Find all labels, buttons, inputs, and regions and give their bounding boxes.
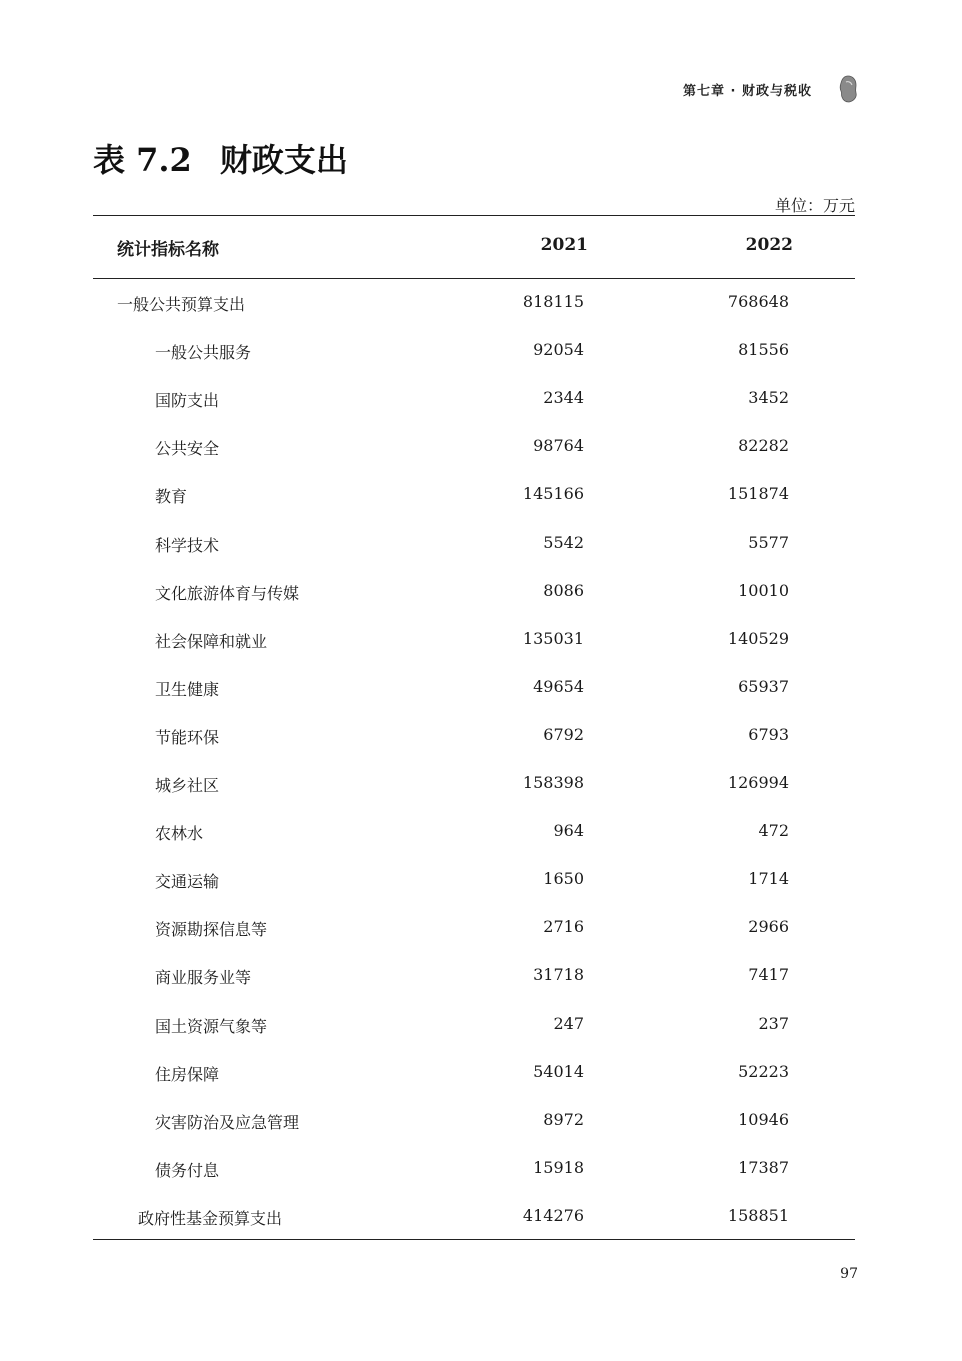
row-indicator-name: 资源勘探信息等 [155, 920, 268, 940]
row-value-2021: 8972 [543, 1109, 584, 1129]
table-row [0, 629, 962, 659]
row-value-2022: 10010 [738, 580, 789, 600]
table-row [0, 917, 962, 947]
table-row [0, 725, 962, 755]
row-value-2022: 2966 [748, 917, 789, 937]
row-value-2021: 2344 [543, 388, 584, 408]
table-row [0, 340, 962, 370]
table-row [0, 1110, 962, 1140]
row-indicator-name: 教育 [155, 487, 188, 507]
row-value-2022: 65937 [738, 676, 789, 696]
column-header-2021: 2021 [540, 235, 588, 255]
row-value-2021: 5542 [543, 532, 584, 552]
table-row [0, 388, 962, 418]
unit-label: 单位：万元 [774, 196, 855, 215]
table-title [93, 135, 348, 181]
row-value-2021: 15918 [533, 1157, 584, 1177]
row-indicator-name: 节能环保 [155, 727, 220, 747]
table-bottom-rule [93, 1239, 855, 1240]
row-value-2021: 54014 [533, 1061, 584, 1081]
row-indicator-name: 科学技术 [155, 535, 220, 555]
table-row [0, 581, 962, 611]
table-row [0, 677, 962, 707]
table-row [0, 533, 962, 563]
row-indicator-name: 国防支出 [155, 391, 220, 411]
row-indicator-name: 政府性基金预算支出 [138, 1208, 283, 1228]
row-value-2021: 1650 [543, 869, 584, 889]
row-value-2021: 247 [553, 1013, 584, 1033]
row-value-2021: 49654 [533, 676, 584, 696]
row-value-2021: 414276 [522, 1205, 584, 1225]
table-row [0, 484, 962, 514]
row-value-2022: 7417 [748, 965, 789, 985]
row-indicator-name: 农林水 [155, 824, 204, 844]
row-indicator-name: 灾害防治及应急管理 [155, 1112, 300, 1132]
row-value-2022: 1714 [748, 869, 789, 889]
row-value-2021: 158398 [522, 773, 584, 792]
row-value-2021: 2716 [543, 917, 584, 937]
table-top-rule [93, 215, 855, 216]
table-row [0, 869, 962, 899]
table-row [0, 821, 962, 851]
row-value-2021: 964 [553, 821, 584, 841]
row-indicator-name: 卫生健康 [155, 679, 220, 699]
row-value-2022: 82282 [738, 436, 789, 456]
row-value-2021: 818115 [522, 292, 584, 311]
row-value-2021: 8086 [543, 580, 584, 600]
row-value-2022: 140529 [727, 628, 789, 648]
profile-silhouette-icon [838, 74, 858, 104]
row-value-2022: 10946 [738, 1109, 789, 1129]
row-indicator-name: 债务付息 [155, 1160, 220, 1180]
row-indicator-name: 交通运输 [155, 872, 220, 892]
row-indicator-name: 一般公共预算支出 [117, 295, 246, 314]
table-row [0, 292, 962, 322]
row-value-2021: 98764 [533, 436, 584, 456]
table-row [0, 1206, 962, 1236]
table-row [0, 1014, 962, 1044]
row-value-2022: 5577 [748, 532, 789, 552]
row-indicator-name: 住房保障 [155, 1064, 220, 1084]
row-value-2022: 126994 [727, 773, 789, 792]
row-value-2022: 768648 [727, 292, 789, 311]
row-indicator-name: 商业服务业等 [155, 968, 252, 988]
row-value-2022: 158851 [727, 1205, 789, 1225]
row-indicator-name: 文化旅游体育与传媒 [155, 583, 300, 603]
table-row [0, 1062, 962, 1092]
row-value-2022: 151874 [727, 484, 789, 504]
running-head: 第七章 · 财政与税收 [683, 84, 812, 99]
row-value-2022: 472 [758, 821, 789, 841]
row-value-2021: 135031 [522, 628, 584, 648]
row-value-2021: 31718 [533, 965, 584, 985]
row-value-2021: 145166 [522, 484, 584, 504]
table-row [0, 773, 962, 803]
row-indicator-name: 社会保障和就业 [155, 631, 268, 651]
table-row [0, 965, 962, 995]
table-row [0, 1158, 962, 1188]
table-title-text: 财政支出 [219, 141, 348, 179]
row-indicator-name: 一般公共服务 [155, 343, 252, 363]
table-row [0, 436, 962, 466]
row-value-2022: 17387 [738, 1157, 789, 1177]
column-header-2022: 2022 [745, 235, 793, 255]
row-indicator-name: 城乡社区 [155, 776, 220, 795]
row-indicator-name: 国土资源气象等 [155, 1016, 268, 1036]
row-value-2021: 92054 [533, 340, 584, 360]
table-number: 表 7.2 [93, 141, 192, 179]
row-value-2021: 6792 [543, 724, 584, 744]
table-header-rule [93, 278, 855, 279]
row-value-2022: 237 [758, 1013, 789, 1033]
row-value-2022: 3452 [748, 388, 789, 408]
row-value-2022: 6793 [748, 724, 789, 744]
row-value-2022: 81556 [738, 340, 789, 360]
row-indicator-name: 公共安全 [155, 439, 220, 459]
page-number: 97 [840, 1266, 858, 1282]
row-value-2022: 52223 [738, 1061, 789, 1081]
column-header-name: 统计指标名称 [117, 240, 219, 260]
